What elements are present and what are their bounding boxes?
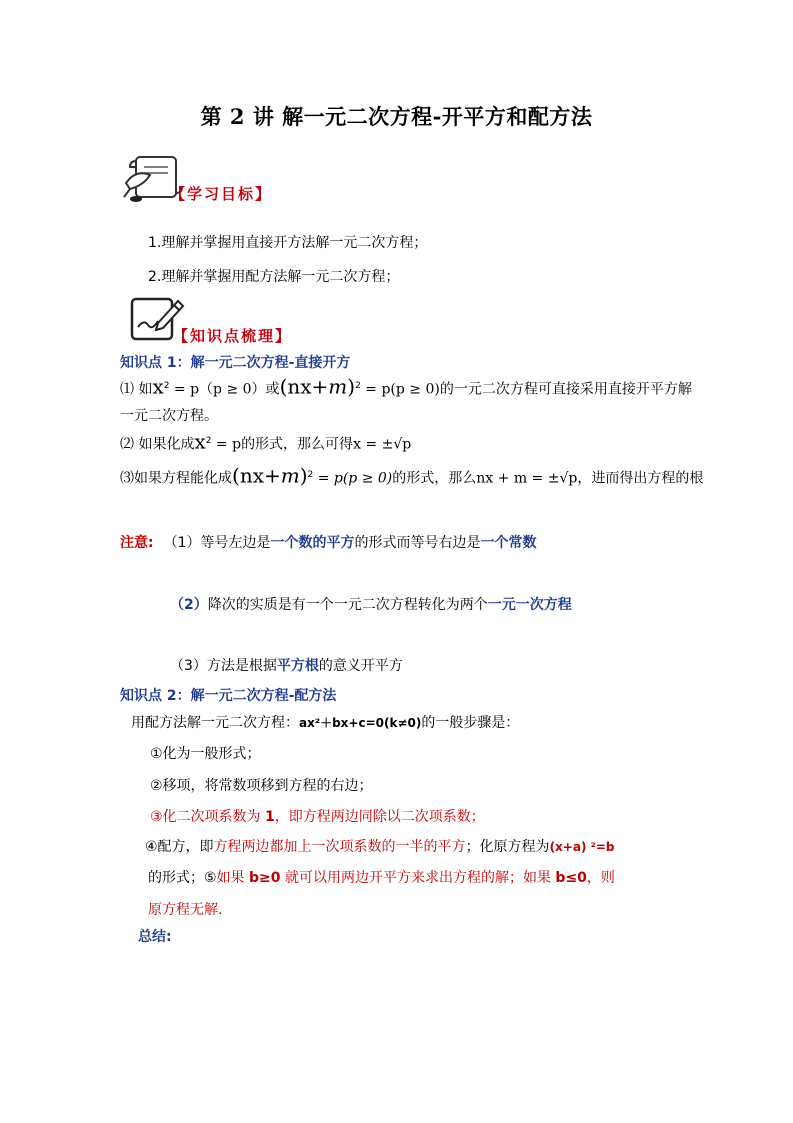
step-value: 1 xyxy=(265,809,275,825)
eq-x: x xyxy=(152,374,164,399)
step-text: ，即方程两边同除以二次项系数； xyxy=(274,809,485,825)
goal-item: 1.理解并掌握用直接开方法解一元二次方程； xyxy=(148,235,428,251)
kp2-intro xyxy=(131,712,519,732)
kp2-intro-text: 用配方法解一元二次方程： xyxy=(131,715,299,731)
eq-open-paren: ( xyxy=(279,374,288,399)
kp2-intro-text: 的一般步骤是： xyxy=(421,715,520,731)
note-emphasis: 一元一次方程 xyxy=(487,597,572,613)
eq-body: nx+ xyxy=(239,463,281,488)
note-1 xyxy=(120,532,537,552)
note-text: 的意义开平方 xyxy=(318,658,403,674)
step-text: 的形式；⑤ xyxy=(148,870,217,886)
step-text: ；化原方程为 xyxy=(465,839,550,855)
step-value: b≥0 xyxy=(249,870,281,886)
note-text: 降次的实质是有一个一元二次方程转化为两个 xyxy=(207,597,488,613)
page-title: 第 2 讲 解一元二次方程-开平方和配方法 xyxy=(200,104,593,129)
eq-exp: 2 xyxy=(205,436,212,446)
step-emphasis: ，则 xyxy=(586,870,615,886)
kp1-heading: 知识点 1：解一元二次方程-直接开方 xyxy=(120,355,351,371)
step-equation: (x+a) ²=b xyxy=(549,840,615,854)
kp2-intro-equation: ax²＋bx+c=0(k≠0) xyxy=(299,716,422,730)
summary-label: 总结: xyxy=(138,929,172,945)
note-text: 的形式而等号右边是 xyxy=(354,535,481,551)
eq-body: nx+ xyxy=(287,374,329,399)
eq-exp: 2 xyxy=(163,381,170,391)
kp1-item1-line2: 一元二次方程。 xyxy=(120,408,218,424)
kp1-item2-mid: 的形式，那么可得 xyxy=(241,436,354,453)
step-value: b≤0 xyxy=(555,870,587,886)
kp1-item3-mid: 的形式，那么 xyxy=(392,470,477,487)
step-3 xyxy=(150,806,485,826)
eq-m: m xyxy=(328,374,348,399)
step-text: ④配方，即 xyxy=(145,839,214,855)
step-emphasis: 方程两边都加上一次项系数的一半的平方 xyxy=(213,839,466,855)
step-text: ③化二次项系数为 xyxy=(150,809,266,825)
kp1-item3 xyxy=(120,460,703,494)
step-5 xyxy=(148,867,615,887)
kp2-heading: 知识点 2：解一元二次方程-配方法 xyxy=(120,688,337,704)
note-emphasis: 平方根 xyxy=(276,658,319,674)
eq-rest2: = p(p ≥ 0) xyxy=(360,381,440,398)
goal-item: 2.理解并掌握用配方法解一元二次方程； xyxy=(148,269,400,285)
step-1: ①化为一般形式； xyxy=(150,746,261,762)
eq-exp2: 2 xyxy=(355,381,361,391)
note-3 xyxy=(170,655,403,675)
note-text: 方法是根据 xyxy=(206,658,277,674)
eq-close-paren: ) xyxy=(347,374,356,399)
eq-m: m xyxy=(280,463,300,488)
learning-goals-banner: 【学习目标】 xyxy=(170,185,273,203)
kp1-item3-suffix: ，进而得出方程的根 xyxy=(577,470,704,487)
kp1-item1-suffix: 的一元二次方程可直接采用直接开平方解 xyxy=(439,381,692,398)
kp1-item2-prefix: ⑵ 如果化成 xyxy=(120,436,195,453)
step-2: ②移项，将常数项移到方程的右边； xyxy=(150,778,373,794)
eq-exp: 2 xyxy=(307,470,314,480)
note-label: 注意: xyxy=(120,535,154,551)
eq-rest: = p(p ≥ 0) xyxy=(313,470,393,487)
note-2 xyxy=(170,594,572,614)
note-num: （1） xyxy=(163,535,201,551)
step-4 xyxy=(145,836,615,856)
eq-rest: = p（p ≥ 0）或 xyxy=(169,381,280,398)
eq-x: x xyxy=(194,429,206,454)
eq-result: nx + m = ±√p xyxy=(476,470,578,487)
step-6: 原方程无解. xyxy=(148,902,223,918)
eq-rest: = p xyxy=(211,436,242,453)
eq-result: x = ±√p xyxy=(353,436,412,453)
note-num: （2） xyxy=(170,597,208,613)
kp1-item3-prefix: ⑶如果方程能化成 xyxy=(120,470,232,487)
note-num: （3） xyxy=(170,658,207,674)
step-emphasis: 就可以用两边开平方来求出方程的解；如果 xyxy=(280,870,556,886)
kp1-item1-prefix: ⑴ 如 xyxy=(120,381,153,398)
eq-open-paren: ( xyxy=(232,463,240,488)
note-text: 等号左边是 xyxy=(200,535,271,551)
note-emphasis: 一个常数 xyxy=(480,535,537,551)
step-emphasis: 如果 xyxy=(216,870,250,886)
knowledge-banner: 【知识点梳理】 xyxy=(173,327,293,345)
eq-close-paren: ) xyxy=(299,463,308,488)
kp1-item1-line1 xyxy=(120,372,692,404)
kp1-item2 xyxy=(120,428,411,458)
note-emphasis: 一个数的平方 xyxy=(270,535,355,551)
